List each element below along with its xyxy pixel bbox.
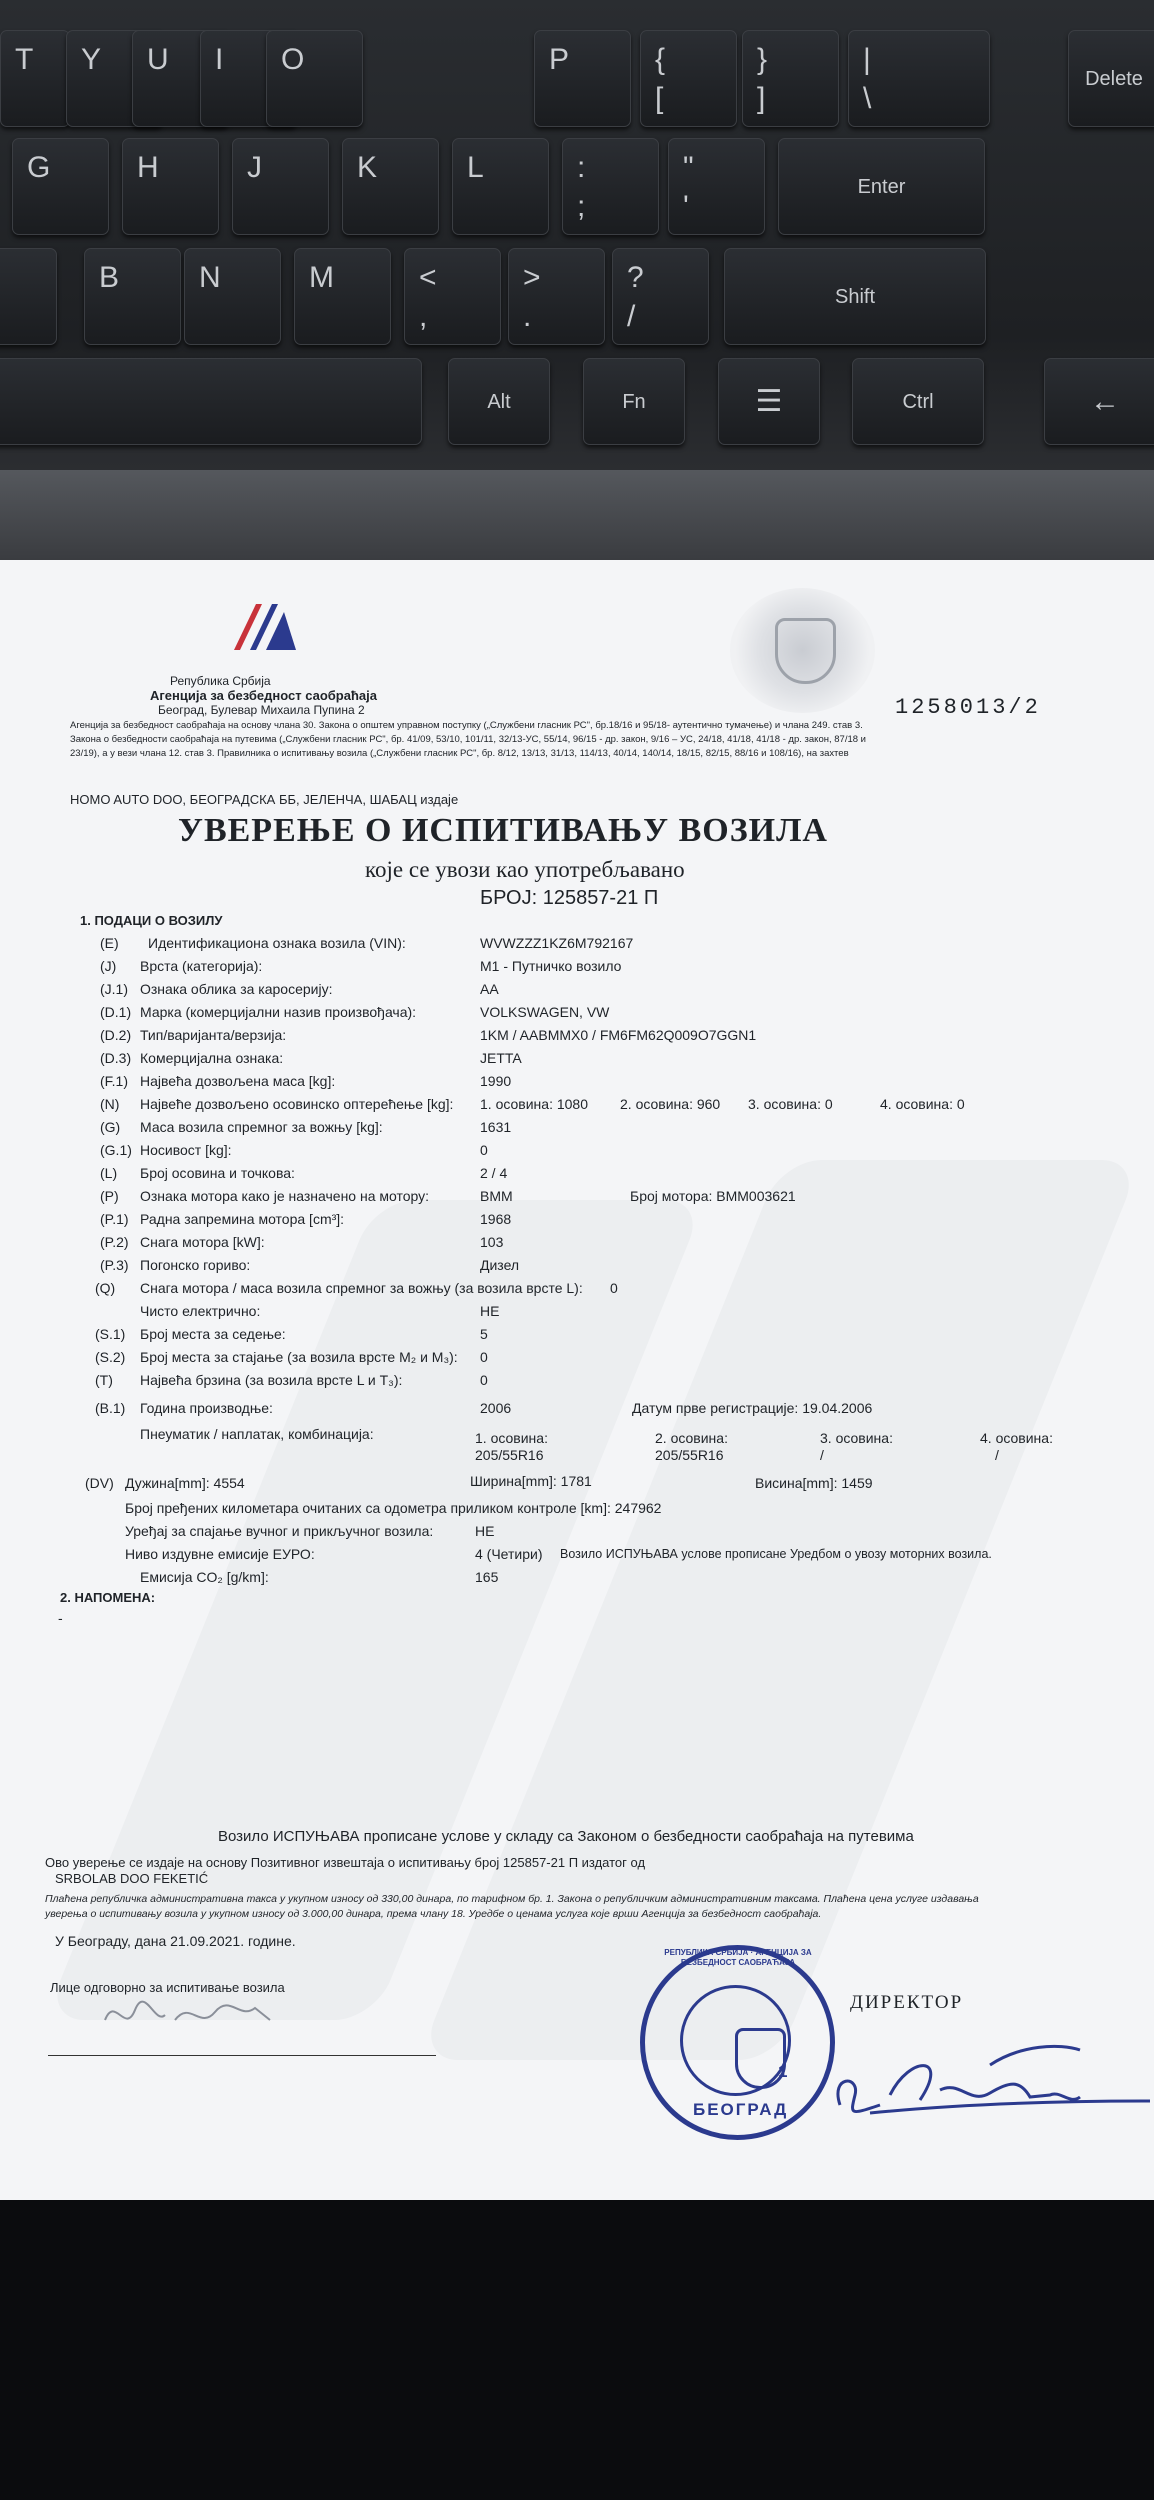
key-ctrl[interactable]: Ctrl: [852, 358, 984, 445]
row-value: 0: [610, 1280, 618, 1296]
row-label: Марка (комерцијални назив произвођача):: [140, 1004, 417, 1020]
key-period[interactable]: > .: [508, 248, 605, 345]
row-label: Ознака мотора како је назначено на мотору:: [140, 1188, 430, 1204]
tire-axle-1-value: 205/55R16: [475, 1447, 544, 1463]
engine-number: Број мотора: BMM003621: [630, 1188, 796, 1204]
axle-3-load: 3. осовина: 0: [748, 1096, 833, 1112]
row-code: (G.1): [100, 1142, 132, 1158]
row-code: (T): [95, 1372, 113, 1388]
row-value: JETTA: [480, 1050, 522, 1066]
row-value: BMM: [480, 1188, 513, 1204]
dv-code: (DV): [85, 1475, 114, 1491]
odometer-reading: Број пређених километара очитаних са одометра приликом контроле [km]: 247962: [125, 1500, 662, 1516]
stamp-ring-text: РЕПУБЛИКА СРБИЈА · АГЕНЦИЈА ЗА БЕЗБЕДНОСТ САОБРАЋАЈА: [664, 1948, 812, 1967]
co2-label: Емисија CO₂ [g/km]:: [140, 1569, 269, 1585]
row-value: 0: [480, 1349, 488, 1365]
row-value: VOLKSWAGEN, VW: [480, 1004, 610, 1020]
row-value: WVWZZZ1KZ6M792167: [480, 935, 634, 951]
key-o[interactable]: O: [266, 30, 363, 127]
row-code: (J.1): [100, 981, 128, 997]
stamp-number: 1: [778, 2062, 790, 2081]
row-code: (S.2): [95, 1349, 126, 1365]
key-enter[interactable]: Enter: [778, 138, 985, 235]
row-label: Комерцијална ознака:: [140, 1050, 284, 1066]
document-number: БРОЈ: 125857-21 П: [480, 887, 659, 909]
issuance-basis: Ово уверење се издаје на основу Позитивног извештаја о испитивању број 125857-21 П издатог од: [45, 1855, 646, 1870]
place-and-date: У Београду, дана 21.09.2021. године.: [55, 1933, 296, 1949]
row-value: 1990: [480, 1073, 512, 1089]
key-quote[interactable]: " ': [668, 138, 765, 235]
row-label: Врста (категорија):: [140, 958, 263, 974]
row-code: (S.1): [95, 1326, 126, 1342]
fee-line-1: Плаћена републичка административна такса у укупном износу од 330,00 динара, по тарифном бр. 1. Закона о републичким административним таксама. Плаћена цена услуге издавања: [45, 1893, 979, 1905]
key-v[interactable]: [0, 248, 57, 345]
euro-value: 4 (Четири): [475, 1546, 543, 1562]
row-label: Снага мотора [kW]:: [140, 1234, 265, 1250]
key-p[interactable]: P: [534, 30, 631, 127]
fee-line-2: уверења о испитивању возила у укупном износу од 3.000,00 динара, према члану 18. Уредбе о ценама услуга које врши Агенција за безбедност саобраћаја.: [45, 1908, 822, 1920]
tire-axle-1-header: 1. осовина:: [475, 1430, 548, 1446]
row-value: 2 / 4: [480, 1165, 508, 1181]
note-value: -: [58, 1610, 63, 1626]
key-comma[interactable]: < ,: [404, 248, 501, 345]
row-code: (Q): [95, 1280, 116, 1296]
euro-note: Возило ИСПУЊАВА услове прописане Уредбом о увозу моторних возила.: [560, 1547, 992, 1561]
row-code: (P): [100, 1188, 119, 1204]
row-label: Број места за стајање (за возила врсте M₂ и M₃):: [140, 1349, 458, 1365]
key-slash[interactable]: ? /: [612, 248, 709, 345]
logo-country: Република Србија: [170, 674, 271, 688]
row-code: (D.1): [100, 1004, 132, 1020]
row-value: 0: [480, 1372, 488, 1388]
row-code: (F.1): [100, 1073, 128, 1089]
row-label: Радна запремина мотора [cm³]:: [140, 1211, 345, 1227]
key-u[interactable]: U: [132, 30, 229, 127]
row-code: (P.2): [100, 1234, 129, 1250]
legal-basis-line-3: 23/19), а у вези члана 12. став 3. Правилника о испитивању возила („Службени гласник РС", бр. 8/12, 13/13, 31/13, 114/13, 40/14, 140/14, 18/15, 82/15, 88/16 и 108/16), на захтев: [70, 748, 849, 759]
key-b[interactable]: B: [84, 248, 181, 345]
tire-axle-2-value: 205/55R16: [655, 1447, 724, 1463]
row-value: 1631: [480, 1119, 512, 1135]
row-value: 1. осовина: 1080: [480, 1096, 588, 1112]
row-value: 5: [480, 1326, 488, 1342]
tire-axle-4-header: 4. осовина:: [980, 1430, 1053, 1446]
coupling-value: НЕ: [475, 1523, 495, 1539]
vehicle-width: Ширина[mm]: 1781: [470, 1473, 592, 1489]
row-label: Носивост [kg]:: [140, 1142, 232, 1158]
keyboard: [0, 0, 1154, 560]
key-l[interactable]: L: [452, 138, 549, 235]
key-space[interactable]: [0, 358, 422, 445]
key-shift[interactable]: Shift: [724, 248, 986, 345]
row-code: (P.3): [100, 1257, 129, 1273]
key-delete[interactable]: Delete: [1068, 30, 1154, 127]
key-backslash[interactable]: | \: [848, 30, 990, 127]
row-label: Погонско гориво:: [140, 1257, 251, 1273]
serial-number: 1258013/2: [895, 695, 1041, 720]
row-label: Највећа дозвољена маса [kg]:: [140, 1073, 336, 1089]
section-note: 2. НАПОМЕНА:: [60, 1590, 156, 1605]
row-value: 1KM / AABMMX0 / FM6FM62Q009O7GGN1: [480, 1027, 757, 1043]
row-label: Идентификациона ознака возила (VIN):: [148, 935, 406, 951]
hologram-seal: [730, 588, 875, 713]
director-label: ДИРЕКТОР: [850, 1992, 964, 2013]
row-label: Година производње:: [140, 1400, 273, 1416]
row-code: (B.1): [95, 1400, 126, 1416]
key-menu[interactable]: ☰: [718, 358, 820, 445]
vehicle-height: Висина[mm]: 1459: [755, 1475, 873, 1491]
lab-name: SRBOLAB DOO FEKETIĆ: [55, 1871, 209, 1886]
row-label: Тип/варијанта/верзија:: [140, 1027, 287, 1043]
axle-4-load: 4. осовина: 0: [880, 1096, 965, 1112]
logo-address: Београд, Булевар Михаила Пупина 2: [158, 703, 365, 717]
row-value: 0: [480, 1142, 488, 1158]
row-code: (D.3): [100, 1050, 132, 1066]
key-i[interactable]: I: [200, 30, 297, 127]
row-value: 1968: [480, 1211, 512, 1227]
key-k[interactable]: K: [342, 138, 439, 235]
tire-axle-2-header: 2. осовина:: [655, 1430, 728, 1446]
key-t[interactable]: T: [0, 30, 70, 127]
signature-line: [48, 2055, 436, 2056]
row-value: M1 - Путничко возило: [480, 958, 622, 974]
row-code: (J): [100, 958, 117, 974]
row-value: Дизел: [480, 1257, 520, 1273]
document-subtitle: које се увози као употребљавано: [365, 857, 685, 882]
coupling-label: Уређај за спајање вучног и прикључног возила:: [125, 1523, 434, 1539]
row-label: Највећа брзина (за возила врсте L и T₃):: [140, 1372, 403, 1388]
row-label: Снага мотора / маса возила спремног за вожњу (за возила врсте L):: [140, 1280, 583, 1296]
row-label: Ознака облика за каросерију:: [140, 981, 333, 997]
row-label: Највеће дозвољено осовинско оптерећење [kg]:: [140, 1096, 454, 1112]
row-code: (L): [100, 1165, 118, 1181]
key-g[interactable]: G: [12, 138, 109, 235]
stamp-city: БЕОГРАД: [693, 2100, 789, 2119]
key-right-bracket[interactable]: } ]: [742, 30, 839, 127]
row-value: AA: [480, 981, 499, 997]
tire-axle-3-header: 3. осовина:: [820, 1430, 893, 1446]
key-m[interactable]: M: [294, 248, 391, 345]
section-vehicle-data: 1. ПОДАЦИ О ВОЗИЛУ: [80, 913, 223, 928]
axle-2-load: 2. осовина: 960: [620, 1096, 721, 1112]
key-left-bracket[interactable]: { [: [640, 30, 737, 127]
key-h[interactable]: H: [122, 138, 219, 235]
row-code: (E): [100, 935, 119, 951]
responsible-person-label: Лице одговорно за испитивање возила: [50, 1980, 285, 1995]
stamp-inner-ring: [680, 1985, 791, 2096]
key-left-arrow[interactable]: ←: [1044, 358, 1154, 445]
vehicle-length: Дужина[mm]: 4554: [125, 1475, 245, 1491]
euro-label: Ниво издувне емисије ЕУРО:: [125, 1546, 315, 1562]
row-code: (G): [100, 1119, 121, 1135]
co2-value: 165: [475, 1569, 499, 1585]
certificate-document: [0, 560, 1154, 2200]
tire-axle-3-value: /: [820, 1447, 824, 1463]
row-value: 103: [480, 1234, 504, 1250]
official-stamp: [640, 1945, 835, 2140]
key-n[interactable]: N: [184, 248, 281, 345]
tires-label: Пнеуматик / наплатак, комбинација:: [140, 1426, 374, 1442]
issuer: HOMO AUTO DOO, БЕОГРАДСКА ББ, ЈЕЛЕНЧА, ШАБАЦ издаје: [70, 792, 459, 807]
first-registration-date: Датум прве регистрације: 19.04.2006: [632, 1400, 873, 1416]
responsible-signature: [100, 1990, 300, 2040]
director-signature: [830, 2035, 1154, 2125]
row-label: Број осовина и точкова:: [140, 1165, 295, 1181]
key-y[interactable]: Y: [66, 30, 163, 127]
key-j[interactable]: J: [232, 138, 329, 235]
key-alt[interactable]: Alt: [448, 358, 550, 445]
row-label: Маса возила спремног за вожњу [kg]:: [140, 1119, 383, 1135]
logo-agency: Агенција за безбедност саобраћаја: [150, 688, 377, 703]
key-fn[interactable]: Fn: [583, 358, 685, 445]
tire-axle-4-value: /: [995, 1447, 999, 1463]
keyboard-frame: [0, 470, 1154, 560]
agency-logo-icon: [232, 602, 302, 652]
key-semicolon[interactable]: : ;: [562, 138, 659, 235]
row-code: (P.1): [100, 1211, 129, 1227]
row-code: (D.2): [100, 1027, 132, 1043]
conclusion: Возило ИСПУЊАВА прописане услове у складу са Законом о безбедности саобраћаја на путевима: [218, 1828, 914, 1845]
row-code: (N): [100, 1096, 120, 1112]
legal-basis-line-2: Закона о безбедности саобраћаја на путевима („Службени гласник РС", бр. 41/09, 53/10, 101/11, 32/13-УС, 55/14, 96/15 - др. закон, 9/16 – УС, 24/18, 41/18, 41/18 - др. закон, 87/18 и: [70, 734, 866, 745]
row-label: Чисто електрично:: [140, 1303, 261, 1319]
legal-basis-line-1: Агенција за безбедност саобраћаја на основу члана 30. Закона о општем управном поступку („Службени гласник РС", бр.18/16 и 95/18- аутентично тумачење) и члана 249. став 3.: [70, 720, 863, 731]
row-value: НЕ: [480, 1303, 500, 1319]
row-label: Број места за седење:: [140, 1326, 286, 1342]
row-value: 2006: [480, 1400, 512, 1416]
document-title: УВЕРЕЊЕ О ИСПИТИВАЊУ ВОЗИЛА: [178, 812, 828, 849]
